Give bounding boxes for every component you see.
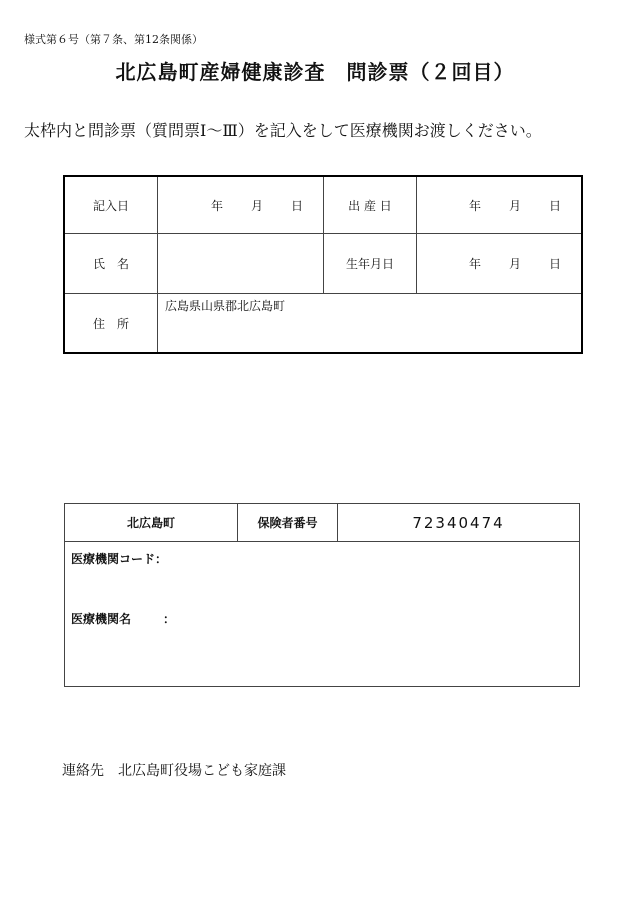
- dob-field[interactable]: [417, 234, 581, 293]
- contact-info: 連絡先 北広島町役場こども家庭課: [62, 763, 286, 779]
- month-label: 月: [250, 198, 263, 213]
- facility-code-field[interactable]: [185, 544, 575, 572]
- facility-name-colon: ：: [163, 612, 176, 626]
- name-label: 氏 名: [92, 257, 129, 271]
- day-label: 日: [548, 257, 561, 271]
- name-field[interactable]: [158, 234, 323, 293]
- form-number: 様式第６号（第７条、第12条関係）: [24, 33, 203, 46]
- day-label: 日: [548, 198, 561, 213]
- year-label: 年: [210, 198, 223, 213]
- entry-date-label: 記入日: [92, 198, 129, 213]
- address-value: 広島県山県郡北広島町: [165, 299, 286, 313]
- birth-date-label: 出 産 日: [348, 198, 392, 213]
- municipality-name: 北広島町: [126, 516, 175, 530]
- year-label: 年: [468, 257, 481, 271]
- month-label: 月: [508, 257, 521, 271]
- facility-name-text: 医療機関名: [71, 612, 132, 626]
- insurer-number-label: 保険者番号: [257, 516, 318, 530]
- instruction-text: 太枠内と問診票（質問票Ⅰ～Ⅲ）を記入をして医療機関お渡しください。: [24, 121, 542, 140]
- facility-code-label: 医療機関コード：: [71, 552, 168, 566]
- dob-label: 生年月日: [345, 257, 394, 271]
- entry-date-field[interactable]: [158, 177, 323, 233]
- month-label: 月: [508, 198, 521, 213]
- page-title: 北広島町産婦健康診査 問診票（２回目）: [115, 60, 515, 84]
- insurer-number-value: 72340474: [412, 513, 505, 532]
- info-table: [63, 175, 583, 354]
- address-field[interactable]: [158, 294, 581, 352]
- insurance-table: [64, 503, 580, 687]
- facility-name-label: [71, 610, 175, 627]
- address-label: 住 所: [92, 316, 129, 331]
- facility-name-field[interactable]: [185, 604, 575, 632]
- birth-date-field[interactable]: [417, 177, 581, 233]
- year-label: 年: [468, 198, 481, 213]
- day-label: 日: [290, 198, 303, 213]
